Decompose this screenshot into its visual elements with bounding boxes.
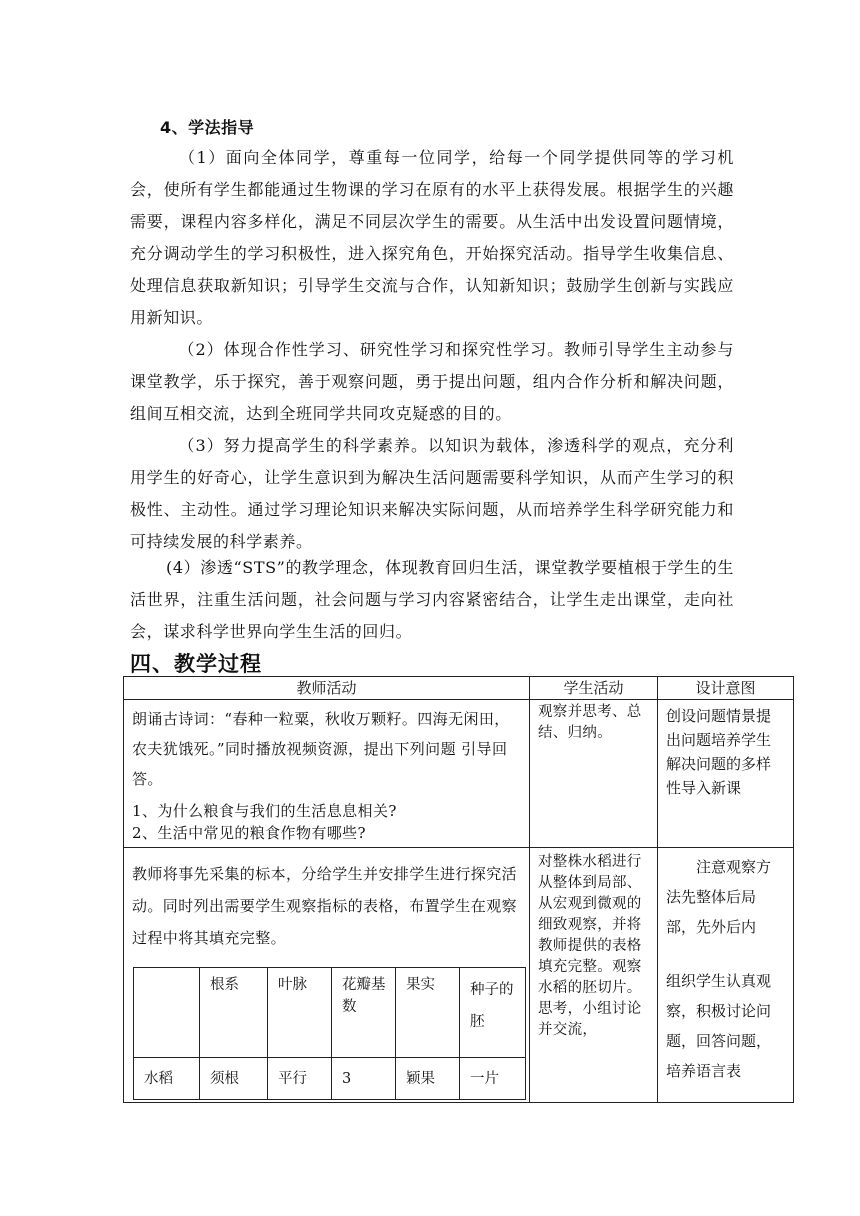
observation-header-empty [134, 968, 200, 1058]
teaching-process-table [123, 676, 794, 1103]
row1-question-1: 1、为什么粮食与我们的生活息息相关? [132, 802, 397, 820]
observation-table [133, 967, 526, 1100]
table-header-row [124, 677, 794, 700]
observation-header-petal: 花瓣基数 [332, 968, 396, 1058]
row1-teacher-cell [124, 700, 530, 848]
observation-cell: 一片 [460, 1058, 526, 1100]
paragraph-1 [130, 142, 734, 334]
row1-intent-text: 创设问题情景提出问题培养学生解决问题的多样性导入新课 [666, 707, 772, 797]
paragraph-4-text: (4）渗透“STS”的教学理念，体现教育回归生活，课堂教学要植根于学生的生活世界，注重生活问题，社会问题与学习内容紧密结合，让学生走出课堂，走向社会，谋求科学世界向学生生活的回归。 [130, 558, 734, 641]
heading-study-guidance: 4、学法指导 [160, 118, 255, 137]
observation-header-vein: 叶脉 [268, 968, 332, 1058]
observation-cell: 水稻 [134, 1058, 200, 1100]
paragraph-2 [130, 334, 734, 430]
observation-header-embryo: 种子的胚 [460, 968, 526, 1058]
observation-cell: 3 [332, 1058, 396, 1100]
observation-header-row [134, 968, 526, 1058]
header-student-activity: 学生活动 [530, 677, 658, 700]
row2-student-cell [530, 848, 658, 1103]
observation-row-rice [134, 1058, 526, 1100]
table-row [124, 700, 794, 848]
row2-intent-line-2: 组织学生认真观察，积极讨论问题，回答问题，培养语言表 [666, 972, 772, 1080]
row1-question-2: 2、生活中常见的粮食作物有哪些? [132, 824, 366, 842]
paragraph-3-text: （3）努力提高学生的科学素养。以知识为载体，渗透科学的观点，充分利用学生的好奇心，让学生意识到为解决生活问题需要科学知识，从而产生学习的积极性、主动性。通过学习理论知识来解决实际问题，从而培养学生科学研究能力和可持续发展的科学素养。 [130, 436, 734, 551]
paragraph-3 [130, 430, 734, 558]
paragraph-4 [130, 552, 734, 648]
table-row [124, 848, 794, 1103]
row1-intent-cell [658, 700, 794, 848]
observation-cell: 颖果 [396, 1058, 460, 1100]
row2-student-text: 对整株水稻进行从整体到局部、从宏观到微观的细致观察，并将教师提供的表格填充完整。观察水稻的胚切片。思考，小组讨论并交流， [538, 854, 642, 1038]
observation-cell: 须根 [200, 1058, 268, 1100]
section-title-teaching-process: 四、教学过程 [130, 652, 262, 676]
header-design-intent: 设计意图 [658, 677, 794, 700]
row1-teacher-intro: 朗诵古诗词：“春种一粒粟，秋收万颗籽。四海无闲田，农夫犹饿死。”同时播放视频资源，提出下列问题 引导回答。 [132, 710, 510, 788]
header-teacher-activity: 教师活动 [124, 677, 530, 700]
observation-cell: 平行 [268, 1058, 332, 1100]
row2-intent-line-1: 注意观察方法先整体后局部，先外后内 [666, 858, 772, 936]
row2-teacher-intro: 教师将事先采集的标本，分给学生并安排学生进行探究活动。同时列出需要学生观察指标的表格，布置学生在观察过程中将其填充完整。 [132, 865, 518, 947]
row2-intent-cell [658, 848, 794, 1103]
paragraph-1-text: （1）面向全体同学，尊重每一位同学，给每一个同学提供同等的学习机会，使所有学生都能通过生物课的学习在原有的水平上获得发展。根据学生的兴趣需要，课程内容多样化，满足不同层次学生的需要。从生活中出发设置问题情境，充分调动学生的学习积极性，进入探究角色，开始探究活动。指导学生收集信息、处理信息获取新知识；引导学生交流与合作，认知新知识；鼓励学生创新与实践应用新知识。 [130, 148, 734, 327]
row1-student-text: 观察并思考、总结、归纳。 [538, 704, 642, 741]
observation-header-root: 根系 [200, 968, 268, 1058]
observation-header-fruit: 果实 [396, 968, 460, 1058]
row1-student-cell [530, 700, 658, 848]
paragraph-2-text: （2）体现合作性学习、研究性学习和探究性学习。教师引导学生主动参与课堂教学，乐于探究，善于观察问题，勇于提出问题，组内合作分析和解决问题，组间互相交流，达到全班同学共同攻克疑惑的目的。 [130, 340, 734, 423]
row2-teacher-cell [124, 848, 530, 1103]
